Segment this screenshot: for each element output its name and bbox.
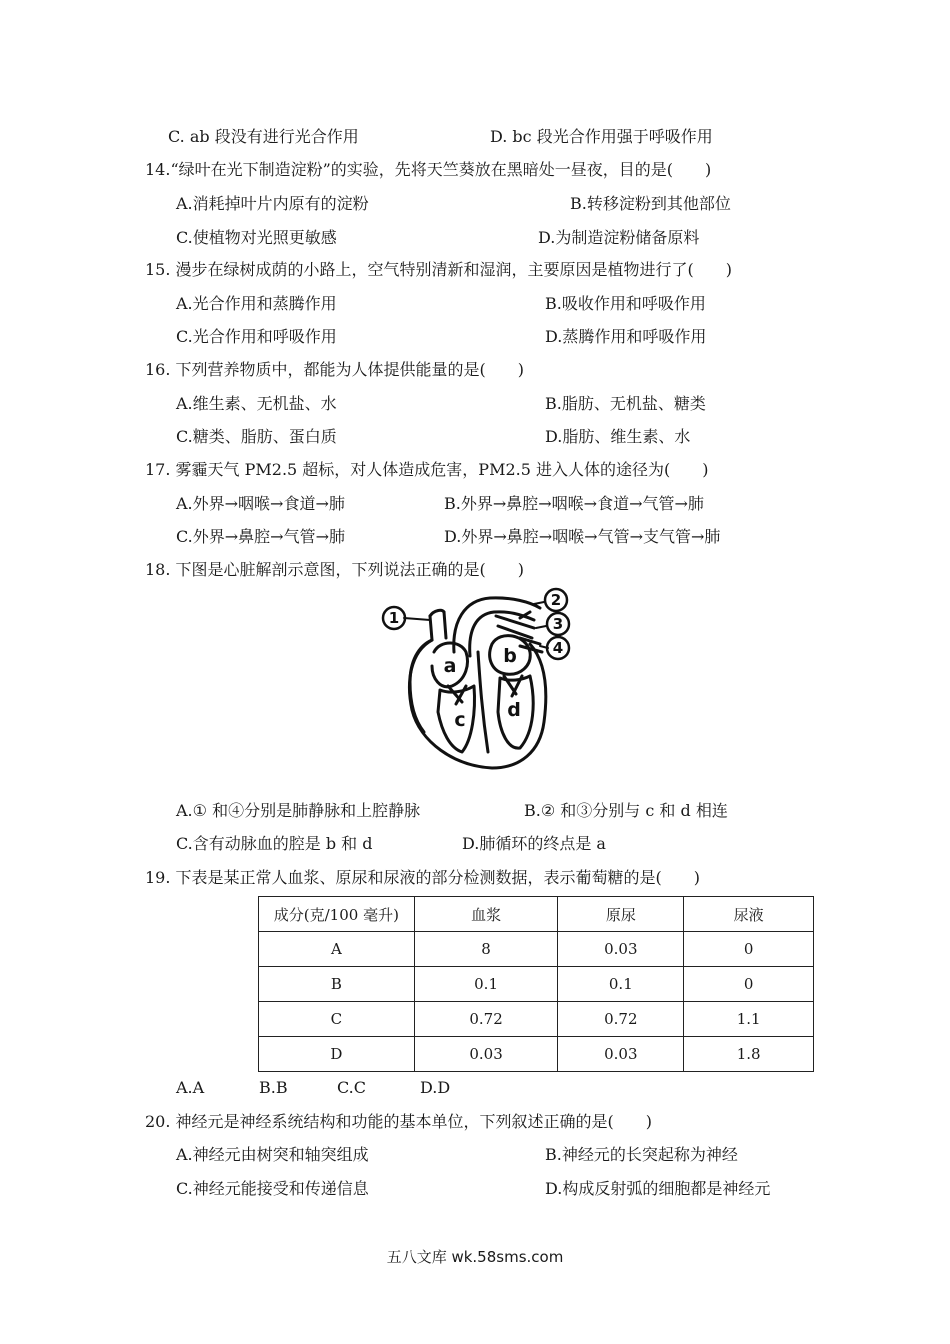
q19-option-d: D.D [420,1078,451,1097]
label-4: 4 [552,639,564,657]
q14-option-a: A.消耗掉叶片内原有的淀粉 [176,194,369,213]
table-cell: D [259,1037,415,1072]
q18-option-d: D.肺循环的终点是 a [462,834,606,853]
table-row [259,1037,814,1072]
table-header: 原尿 [558,897,684,932]
q18-option-b: B.② 和③分别与 c 和 d 相连 [524,801,728,820]
table-cell: 0.03 [414,1037,558,1072]
q20-option-b: B.神经元的长突起称为神经 [545,1145,738,1164]
q15-option-b: B.吸收作用和呼吸作用 [545,294,706,313]
table-header: 尿液 [684,897,814,932]
q19-option-c: C.C [337,1078,366,1097]
table-header: 成分(克/100 毫升) [259,897,415,932]
table-header-row [259,897,814,932]
q16-stem: 16. 下列营养物质中，都能为人体提供能量的是( ) [145,360,525,379]
q15-stem: 15. 漫步在绿树成荫的小路上，空气特别清新和湿润，主要原因是植物进行了( ) [145,260,733,279]
q18-option-a: A.① 和④分别是肺静脉和上腔静脉 [176,801,421,820]
q20-option-c: C.神经元能接受和传递信息 [176,1179,369,1198]
q14-option-d: D.为制造淀粉储备原料 [538,228,700,247]
table-header: 血浆 [414,897,558,932]
label-2: 2 [550,591,562,609]
table-cell: 0.03 [558,1037,684,1072]
q14-stem: 14.“绿叶在光下制造淀粉”的实验，先将天竺葵放在黑暗处一昼夜，目的是( ) [145,160,712,179]
page-footer: 五八文库 wk.58sms.com [386,1248,564,1266]
q19-stem: 19. 下表是某正常人血浆、原尿和尿液的部分检测数据，表示葡萄糖的是( ) [145,868,701,887]
table-cell: B [259,967,415,1002]
q14-option-c: C.使植物对光照更敏感 [176,228,337,247]
table-cell: 0.1 [414,967,558,1002]
q14-option-b: B.转移淀粉到其他部位 [570,194,731,213]
q17-option-a: A.外界→咽喉→食道→肺 [176,494,345,513]
label-b: b [503,645,517,667]
q17-option-c: C.外界→鼻腔→气管→肺 [176,527,345,546]
q17-option-b: B.外界→鼻腔→咽喉→食道→气管→肺 [444,494,704,513]
table-cell: 0.72 [558,1002,684,1037]
table-cell: 0 [684,967,814,1002]
q15-option-c: C.光合作用和呼吸作用 [176,327,337,346]
table-cell: 0.1 [558,967,684,1002]
table-row [259,1002,814,1037]
q18-option-c: C.含有动脉血的腔是 b 和 d [176,834,373,853]
q16-option-d: D.脂肪、维生素、水 [545,427,691,446]
label-1: 1 [388,609,400,627]
q20-option-a: A.神经元由树突和轴突组成 [176,1145,369,1164]
table-cell: 8 [414,932,558,967]
q20-option-d: D.构成反射弧的细胞都是神经元 [545,1179,771,1198]
table-cell: 1.8 [684,1037,814,1072]
q19-option-a: A.A [176,1078,205,1097]
q18-stem: 18. 下图是心脏解剖示意图，下列说法正确的是( ) [145,560,525,579]
heart-diagram [370,582,592,774]
table-cell: A [259,932,415,967]
label-c: c [454,709,466,731]
q19-option-b: B.B [259,1078,288,1097]
q15-option-a: A.光合作用和蒸腾作用 [176,294,337,313]
q16-option-a: A.维生素、无机盐、水 [176,394,337,413]
q17-stem: 17. 雾霾天气 PM2.5 超标，对人体造成危害，PM2.5 进入人体的途径为( ) [145,460,709,479]
table-cell: 0.03 [558,932,684,967]
table-cell: 0 [684,932,814,967]
q13-option-c: C. ab 段没有进行光合作用 [168,127,359,146]
q13-option-d: D. bc 段光合作用强于呼吸作用 [490,127,713,146]
table-row [259,932,814,967]
q16-option-c: C.糖类、脂肪、蛋白质 [176,427,337,446]
label-d: d [507,699,521,721]
q15-option-d: D.蒸腾作用和呼吸作用 [545,327,707,346]
q16-option-b: B.脂肪、无机盐、糖类 [545,394,706,413]
table-cell: C [259,1002,415,1037]
q17-option-d: D.外界→鼻腔→咽喉→气管→支气管→肺 [444,527,721,546]
table-cell: 0.72 [414,1002,558,1037]
q20-stem: 20. 神经元是神经系统结构和功能的基本单位，下列叙述正确的是( ) [145,1112,653,1131]
q19-data-table [258,896,814,1072]
label-3: 3 [552,615,564,633]
table-row [259,967,814,1002]
label-a: a [443,655,457,677]
table-cell: 1.1 [684,1002,814,1037]
